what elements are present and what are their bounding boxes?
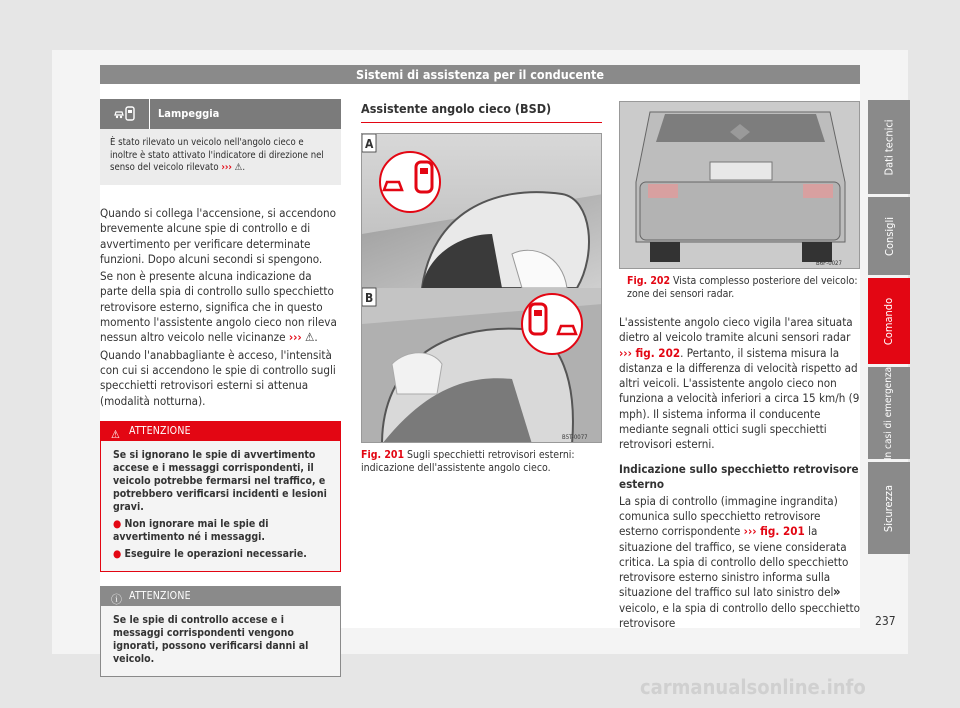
- warning-box: [100, 421, 341, 572]
- warning-header: ⚠ ATTENZIONE: [101, 422, 340, 441]
- blind-spot-lamp-icon: [100, 99, 150, 129]
- figure-caption: Fig. 202 Vista complesso posteriore del veicolo: zone dei sensori radar.: [627, 275, 858, 300]
- subheading: Indicazione sullo specchietto retrovisore esterno: [619, 461, 859, 491]
- lamp-table-title: Lampeggia: [158, 107, 220, 120]
- column-middle: [361, 84, 602, 475]
- bullet-icon: ●: [113, 547, 122, 560]
- caution-box: [100, 586, 341, 677]
- figure-code: B6F-0027: [816, 260, 842, 267]
- cross-ref-arrows[interactable]: ›››: [288, 330, 302, 345]
- figure-201: [361, 133, 602, 443]
- paragraph: Quando si collega l'accensione, si accendono brevemente alcune spie di controllo e di avvertimento per verificare determinate funzioni. Dopo alcuni secondi si spengono.: [100, 206, 336, 266]
- list-item: ● Eseguire le operazioni necessarie.: [113, 547, 307, 560]
- cross-ref-arrows[interactable]: ›››: [221, 162, 232, 173]
- car-rear-illustration: [620, 102, 860, 269]
- cross-ref-fig-202[interactable]: ››› fig. 202: [619, 345, 681, 360]
- warning-body: Se si ignorano le spie di avvertimento accese e i messaggi corrispondenti, il veicolo potrebbe fermarsi nel traffico, e potrebbero verificarsi incidenti e lesioni gravi. ● Non ignorare mai le spie di avvertimento né i messaggi. ● Eseguire le operazioni necessarie.: [113, 448, 327, 560]
- column-right: [619, 84, 860, 631]
- tab-dati-tecnici[interactable]: Dati tecnici: [868, 100, 910, 194]
- page-header: Sistemi di assistenza per il conducente: [100, 65, 860, 84]
- figure-code: B5T-0077: [562, 434, 588, 441]
- warning-triangle-icon: ⚠: [111, 427, 121, 441]
- tab-emergenza[interactable]: In casi di emergenza: [868, 367, 910, 459]
- lamp-table-header: [100, 99, 341, 129]
- paragraph: Se non è presente alcuna indicazione da parte della spia di controllo sullo specchietto retrovisore esterno, significa che in questo momento l'assistente angolo cieco non rileva nessun altro veicolo nelle vicinanze ››› ⚠.: [100, 269, 337, 345]
- panel-label-b: B: [365, 291, 374, 305]
- bullet-icon: ●: [113, 517, 122, 530]
- warning-triangle-icon: ⚠: [234, 162, 243, 173]
- tab-comando[interactable]: Comando: [868, 278, 910, 364]
- paragraph: L'assistente angolo cieco vigila l'area situata dietro al veicolo tramite alcuni sensori radar ››› fig. 202. Pertanto, il sistema misura la distanza e la differenza di velocità rispetto ad altri veicoli. L'assistente angolo cieco non funziona a velocità inferiori a circa 15 km/h (9 mph). Il sistema informa il conducente mediante segnali ottici sugli specchietti retrovisori esterni.: [619, 315, 860, 452]
- caution-body: Se le spie di controllo accese e i messaggi corrispondenti vengono ignorati, possono verificarsi danni al veicolo.: [113, 613, 309, 665]
- caution-header: ⓘ ATTENZIONE: [101, 587, 340, 606]
- lamp-table-text: È stato rilevato un veicolo nell'angolo cieco e inoltre è stato attivato l'indicatore di direzione nel senso del veicolo rilevato ››› ⚠.: [100, 129, 341, 185]
- tab-consigli[interactable]: Consigli: [868, 197, 910, 275]
- list-item: ● Non ignorare mai le spie di avvertimento né i messaggi.: [113, 517, 269, 543]
- figure-202: [619, 101, 860, 269]
- figure-caption: Fig. 201 Sugli specchietti retrovisori esterni: indicazione dell'assistente angolo cieco.: [361, 449, 575, 474]
- mirror-illustration: [362, 134, 602, 443]
- page-number: 237: [875, 614, 896, 628]
- panel-label-a: A: [365, 137, 374, 151]
- chapter-tabs: [868, 100, 910, 557]
- column-left: [100, 84, 341, 677]
- paragraph: La spia di controllo (immagine ingrandita) comunica sullo specchietto retrovisore esterno corrispondente ››› fig. 201 la situazione del traffico, se viene considerata critica. La spia di controllo dello specchietto retrovisore esterno sinistro informa sulla situazione del traffico sul lato sinistro del veicolo, e la spia di controllo dello specchietto retrovisore: [619, 493, 861, 631]
- section-title: Assistente angolo cieco (BSD): [361, 101, 602, 123]
- watermark: carmanualsonline.info: [640, 675, 866, 699]
- tab-sicurezza[interactable]: Sicurezza: [868, 462, 910, 554]
- warning-triangle-icon: ⚠: [305, 330, 315, 345]
- continued-marker: »: [833, 585, 841, 600]
- info-circle-icon: ⓘ: [111, 592, 123, 606]
- paragraph: Quando l'anabbagliante è acceso, l'intensità con cui si accendono le spie di controllo sugli specchietti retrovisori esterni si attenua (modalità notturna).: [100, 347, 336, 408]
- cross-ref-fig-201[interactable]: ››› fig. 201: [743, 524, 805, 539]
